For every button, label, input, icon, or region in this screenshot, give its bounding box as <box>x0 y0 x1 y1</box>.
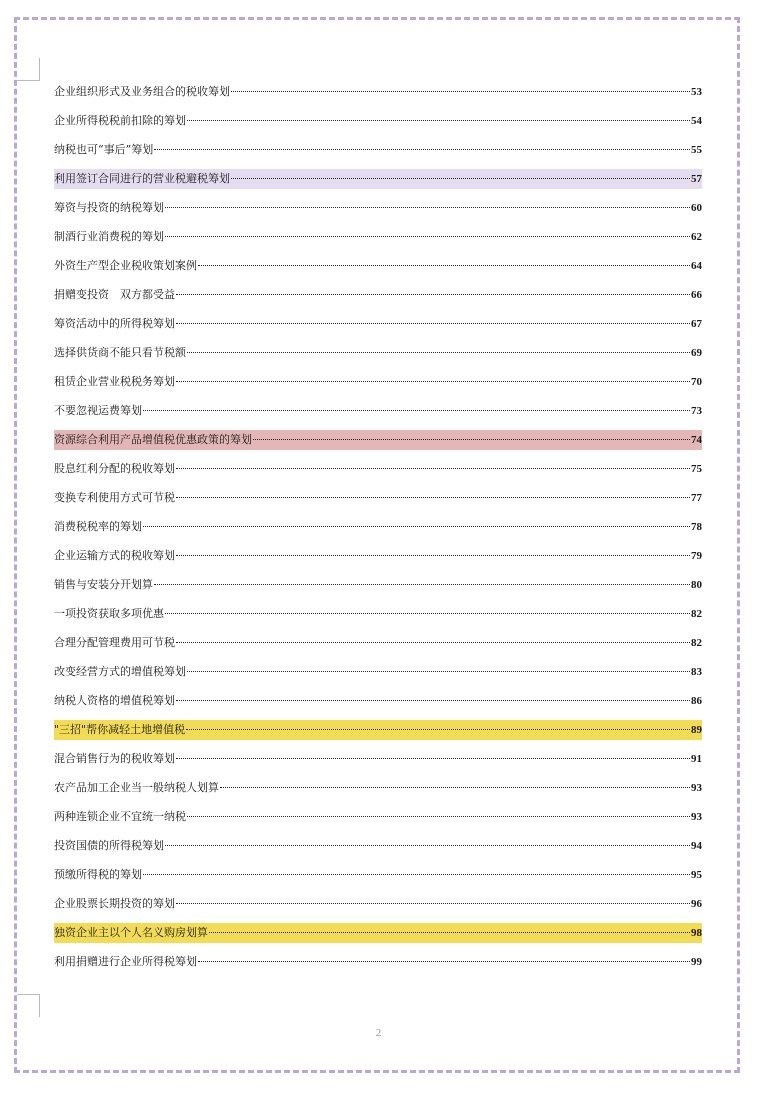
toc-entry-title: 企业组织形式及业务组合的税收筹划 <box>54 85 230 98</box>
toc-entry-title: 筹资与投资的纳税筹划 <box>54 201 164 214</box>
toc-entry-title: 独资企业主以个人名义购房划算 <box>54 926 208 939</box>
toc-entry[interactable] <box>54 343 702 363</box>
toc-entry[interactable] <box>54 633 702 653</box>
toc-entry-title: 利用签订合同进行的营业税避税筹划 <box>54 172 230 185</box>
toc-entry[interactable] <box>54 778 702 798</box>
toc-entry-page: 95 <box>691 869 702 881</box>
toc-dot-leader <box>187 671 690 672</box>
toc-entry[interactable] <box>54 314 702 334</box>
toc-entry-page: 62 <box>691 231 702 243</box>
toc-entry-page: 70 <box>691 376 702 388</box>
toc-entry[interactable] <box>54 720 702 740</box>
toc-entry[interactable] <box>54 894 702 914</box>
toc-dot-leader <box>176 497 690 498</box>
toc-entry[interactable] <box>54 749 702 769</box>
toc-dot-leader <box>176 555 690 556</box>
toc-entry[interactable] <box>54 865 702 885</box>
toc-entry-title: 投资国债的所得税筹划 <box>54 839 164 852</box>
toc-entry[interactable] <box>54 488 702 508</box>
toc-entry-title: 一项投资获取多项优惠 <box>54 607 164 620</box>
toc-entry-title: 两种连锁企业不宜统一纳税 <box>54 810 186 823</box>
toc-entry-page: 83 <box>691 666 702 678</box>
toc-entry-title: "三招"帮你减轻土地增值税 <box>54 723 186 736</box>
toc-entry-title: 农产品加工企业当一般纳税人划算 <box>54 781 219 794</box>
toc-entry-title: 销售与安装分开划算 <box>54 578 153 591</box>
toc-entry-page: 79 <box>691 550 702 562</box>
toc-entry-page: 93 <box>691 811 702 823</box>
toc-entry-page: 82 <box>691 608 702 620</box>
toc-dot-leader <box>187 352 690 353</box>
toc-entry-page: 98 <box>691 927 702 939</box>
toc-dot-leader <box>154 149 690 150</box>
toc-entry-title: 资源综合利用产品增值税优惠政策的筹划 <box>54 433 252 446</box>
toc-entry[interactable] <box>54 952 702 972</box>
toc-entry-title: 不要忽视运费筹划 <box>54 404 142 417</box>
toc-entry-title: 企业股票长期投资的筹划 <box>54 897 175 910</box>
toc-entry-page: 55 <box>691 144 702 156</box>
toc-entry-title: 合理分配管理费用可节税 <box>54 636 175 649</box>
toc-entry-page: 66 <box>691 289 702 301</box>
toc-entry-title: 纳税也可“事后”筹划 <box>54 143 154 156</box>
toc-dot-leader <box>165 207 690 208</box>
toc-entry[interactable] <box>54 459 702 479</box>
toc-dot-leader <box>176 758 690 759</box>
toc-entry-title: 混合销售行为的税收筹划 <box>54 752 175 765</box>
table-of-contents <box>54 82 702 981</box>
toc-entry-page: 77 <box>691 492 702 504</box>
toc-entry-title: 利用捐赠进行企业所得税筹划 <box>54 955 197 968</box>
crop-mark-bottom <box>17 994 40 1017</box>
toc-entry-page: 54 <box>691 115 702 127</box>
toc-entry[interactable] <box>54 169 702 189</box>
toc-entry-title: 改变经营方式的增值税筹划 <box>54 665 186 678</box>
toc-entry-page: 53 <box>691 86 702 98</box>
toc-dot-leader <box>176 468 690 469</box>
toc-entry[interactable] <box>54 807 702 827</box>
toc-dot-leader <box>198 265 690 266</box>
toc-entry-page: 91 <box>691 753 702 765</box>
toc-entry[interactable] <box>54 923 702 943</box>
toc-entry[interactable] <box>54 227 702 247</box>
toc-entry[interactable] <box>54 575 702 595</box>
toc-entry-page: 78 <box>691 521 702 533</box>
toc-dot-leader <box>220 787 690 788</box>
toc-entry-title: 捐赠变投资 双方都受益 <box>54 288 175 301</box>
toc-dot-leader <box>198 961 690 962</box>
page-number: 2 <box>375 1027 382 1039</box>
toc-dot-leader <box>176 381 690 382</box>
toc-dot-leader <box>165 845 690 846</box>
toc-entry-page: 86 <box>691 695 702 707</box>
toc-entry-title: 消费税税率的筹划 <box>54 520 142 533</box>
toc-entry[interactable] <box>54 82 702 102</box>
toc-entry-title: 制酒行业消费税的筹划 <box>54 230 164 243</box>
toc-entry-title: 企业所得税税前扣除的筹划 <box>54 114 186 127</box>
toc-entry[interactable] <box>54 517 702 537</box>
toc-dot-leader <box>176 903 690 904</box>
toc-entry[interactable] <box>54 836 702 856</box>
toc-dot-leader <box>253 439 690 440</box>
toc-entry[interactable] <box>54 546 702 566</box>
toc-entry[interactable] <box>54 372 702 392</box>
toc-entry-title: 租赁企业营业税税务筹划 <box>54 375 175 388</box>
toc-dot-leader <box>176 700 690 701</box>
toc-entry[interactable] <box>54 111 702 131</box>
toc-dot-leader <box>176 323 690 324</box>
toc-entry-page: 75 <box>691 463 702 475</box>
toc-entry[interactable] <box>54 198 702 218</box>
toc-dot-leader <box>165 613 690 614</box>
toc-dot-leader <box>176 294 690 295</box>
toc-entry[interactable] <box>54 430 702 450</box>
toc-entry[interactable] <box>54 662 702 682</box>
toc-entry-title: 股息红利分配的税收筹划 <box>54 462 175 475</box>
toc-entry-title: 企业运输方式的税收筹划 <box>54 549 175 562</box>
toc-entry-page: 82 <box>691 637 702 649</box>
toc-dot-leader <box>187 816 690 817</box>
toc-dot-leader <box>209 932 690 933</box>
toc-entry-page: 64 <box>691 260 702 272</box>
toc-dot-leader <box>176 642 690 643</box>
toc-entry-title: 预缴所得税的筹划 <box>54 868 142 881</box>
toc-dot-leader <box>143 526 690 527</box>
toc-entry-page: 73 <box>691 405 702 417</box>
toc-dot-leader <box>186 729 690 730</box>
toc-entry-page: 69 <box>691 347 702 359</box>
toc-entry-page: 60 <box>691 202 702 214</box>
toc-dot-leader <box>165 236 690 237</box>
toc-dot-leader <box>231 91 690 92</box>
toc-entry-title: 筹资活动中的所得税筹划 <box>54 317 175 330</box>
toc-dot-leader <box>154 584 690 585</box>
toc-entry-page: 67 <box>691 318 702 330</box>
toc-entry-title: 纳税人资格的增值税筹划 <box>54 694 175 707</box>
toc-entry-page: 99 <box>691 956 702 968</box>
toc-entry-page: 80 <box>691 579 702 591</box>
crop-mark-top <box>17 58 40 81</box>
toc-entry[interactable] <box>54 256 702 276</box>
toc-entry-page: 89 <box>691 724 702 736</box>
toc-entry-title: 外资生产型企业税收策划案例 <box>54 259 197 272</box>
toc-entry[interactable] <box>54 691 702 711</box>
toc-dot-leader <box>143 410 690 411</box>
toc-entry-page: 57 <box>691 173 702 185</box>
toc-entry[interactable] <box>54 604 702 624</box>
toc-dot-leader <box>231 178 690 179</box>
toc-entry-page: 94 <box>691 840 702 852</box>
toc-entry[interactable] <box>54 285 702 305</box>
toc-entry-page: 93 <box>691 782 702 794</box>
toc-dot-leader <box>143 874 690 875</box>
toc-entry-title: 选择供货商不能只看节税额 <box>54 346 186 359</box>
toc-entry-page: 96 <box>691 898 702 910</box>
toc-entry-title: 变换专利使用方式可节税 <box>54 491 175 504</box>
toc-entry[interactable] <box>54 401 702 421</box>
toc-entry-page: 74 <box>691 434 702 446</box>
toc-dot-leader <box>187 120 690 121</box>
toc-entry[interactable] <box>54 140 702 160</box>
